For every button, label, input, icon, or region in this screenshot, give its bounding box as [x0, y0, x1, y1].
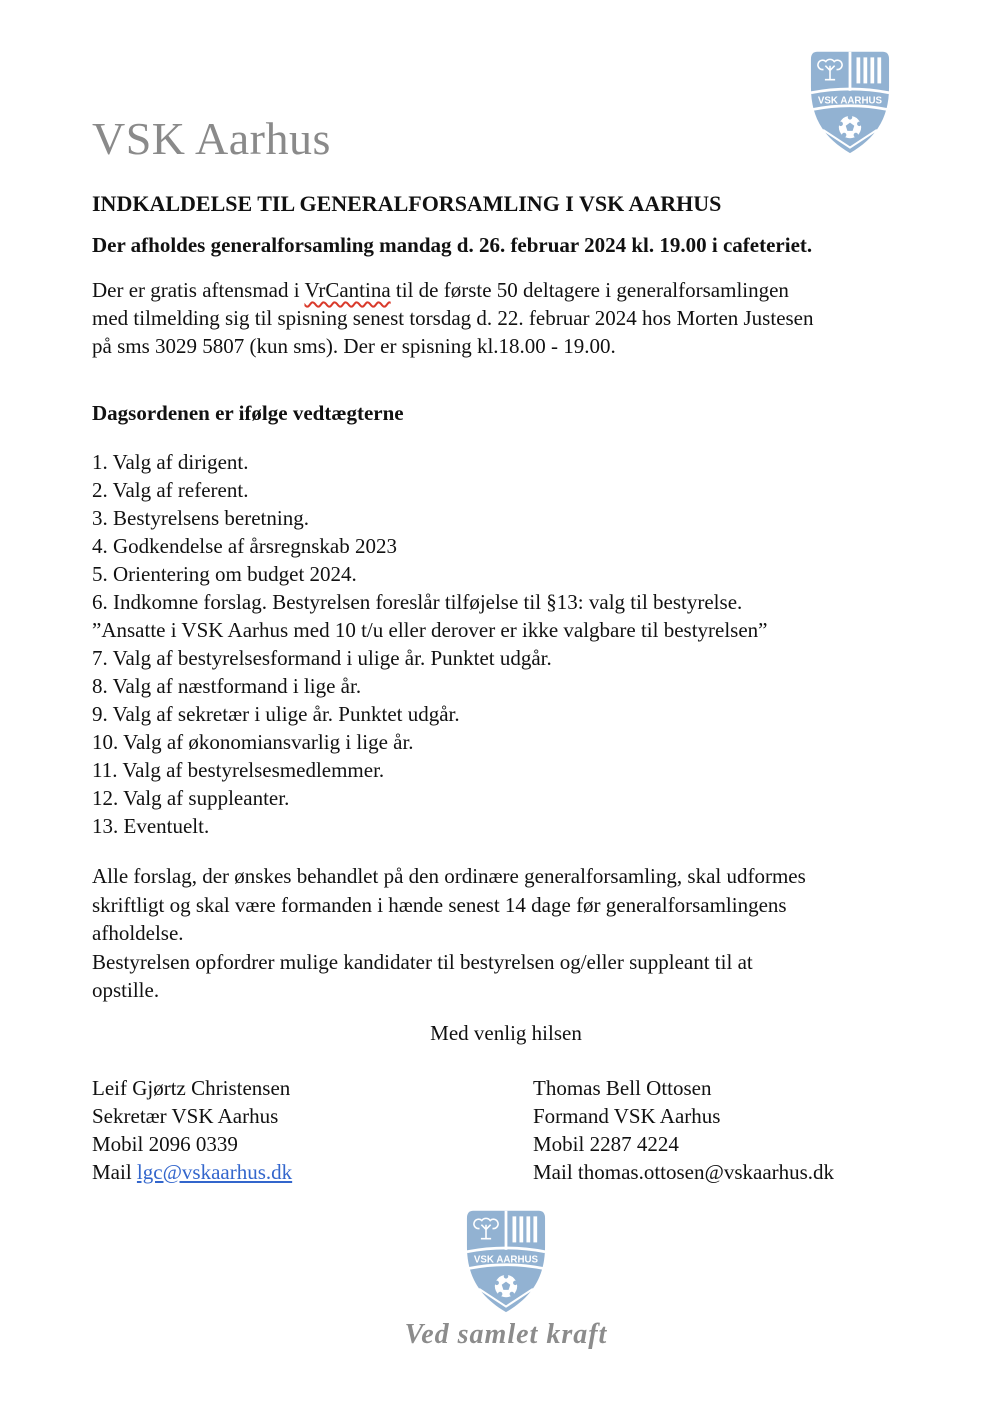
agenda-item: 7. Valg af bestyrelsesformand i ulige år. Punktet udgår.	[92, 646, 552, 670]
agenda-item: 10. Valg af økonomiansvarlig i lige år.	[92, 730, 414, 754]
letterhead-title: VSK Aarhus	[92, 113, 331, 164]
agenda-item-quote: ”Ansatte i VSK Aarhus med 10 t/u eller derover er ikke valgbare til bestyrelsen”	[92, 618, 768, 642]
agenda-item: 9. Valg af sekretær i ulige år. Punktet udgår.	[92, 702, 460, 726]
agenda-item: 4. Godkendelse af årsregnskab 2023	[92, 534, 397, 558]
signature-chairman	[533, 1074, 920, 1186]
meeting-announcement: Der afholdes generalforsamling mandag d. 26. februar 2024 kl. 19.00 i cafeteriet.	[92, 233, 813, 257]
agenda-item: 8. Valg af næstformand i lige år.	[92, 674, 362, 698]
agenda-item: 2. Valg af referent.	[92, 478, 249, 502]
closing-line: opstille.	[92, 978, 160, 1002]
closing-line: skriftligt og skal være formanden i hænde senest 14 dage før generalforsamlingens	[92, 892, 787, 917]
agenda-item: 6. Indkomne forslag. Bestyrelsen foreslår tilføjelse til §13: valg til bestyrelse.	[92, 590, 743, 614]
vsk-aarhus-crest-logo	[803, 49, 897, 155]
intro-line-1-pre: Der er gratis aftensmad i	[92, 278, 305, 302]
intro-line-1	[92, 276, 920, 304]
closing-line: Bestyrelsen opfordrer mulige kandidater til bestyrelsen og/eller suppleant til at	[92, 949, 753, 974]
signature-block	[92, 1074, 920, 1186]
agenda-item: 3. Bestyrelsens beretning.	[92, 506, 309, 530]
agenda-item: 11. Valg af bestyrelsesmedlemmer.	[92, 758, 385, 782]
agenda-item: 12. Valg af suppleanter.	[92, 786, 290, 810]
intro-paragraph	[92, 276, 920, 360]
secretary-email-link[interactable]: lgc@vskaarhus.dk	[136, 1159, 293, 1184]
chairman-name: Thomas Bell Ottosen	[533, 1075, 712, 1100]
footer-logo-wrap	[92, 1208, 920, 1319]
secretary-mobile: Mobil 2096 0339	[92, 1131, 238, 1156]
agenda-item: 13. Eventuelt.	[92, 814, 210, 838]
agenda-list	[92, 448, 920, 840]
agenda-item: 5. Orientering om budget 2024.	[92, 562, 357, 586]
signature-secretary	[92, 1074, 533, 1186]
mail-label: Mail	[92, 1159, 137, 1184]
vsk-aarhus-crest-logo-footer	[459, 1208, 553, 1314]
spellcheck-flagged-word: VrCantina	[304, 278, 391, 302]
agenda-item: 1. Valg af dirigent.	[92, 450, 249, 474]
closing-paragraph	[92, 862, 920, 1005]
closing-line: afholdelse.	[92, 921, 184, 945]
club-motto: Ved samlet kraft	[404, 1318, 608, 1350]
secretary-mail-line	[92, 1158, 533, 1186]
chairman-role: Formand VSK Aarhus	[533, 1103, 721, 1128]
document-heading: INDKALDELSE TIL GENERALFORSAMLING I VSK AARHUS	[92, 191, 722, 216]
closing-line: Alle forslag, der ønskes behandlet på den ordinære generalforsamling, skal udformes	[92, 864, 806, 888]
agenda-heading: Dagsordenen er ifølge vedtægterne	[92, 401, 404, 425]
signoff: Med venlig hilsen	[430, 1020, 582, 1045]
intro-line-2: med tilmelding sig til spisning senest torsdag d. 22. februar 2024 hos Morten Justesen	[92, 306, 814, 330]
chairman-mail-line: Mail thomas.ottosen@vskaarhus.dk	[533, 1159, 835, 1184]
secretary-role: Sekretær VSK Aarhus	[92, 1103, 279, 1128]
intro-line-1-post: til de første 50 deltagere i generalforsamlingen	[390, 278, 789, 302]
secretary-name: Leif Gjørtz Christensen	[92, 1075, 291, 1100]
intro-line-3: på sms 3029 5807 (kun sms). Der er spisning kl.18.00 - 19.00.	[92, 334, 616, 358]
chairman-mobile: Mobil 2287 4224	[533, 1131, 679, 1156]
